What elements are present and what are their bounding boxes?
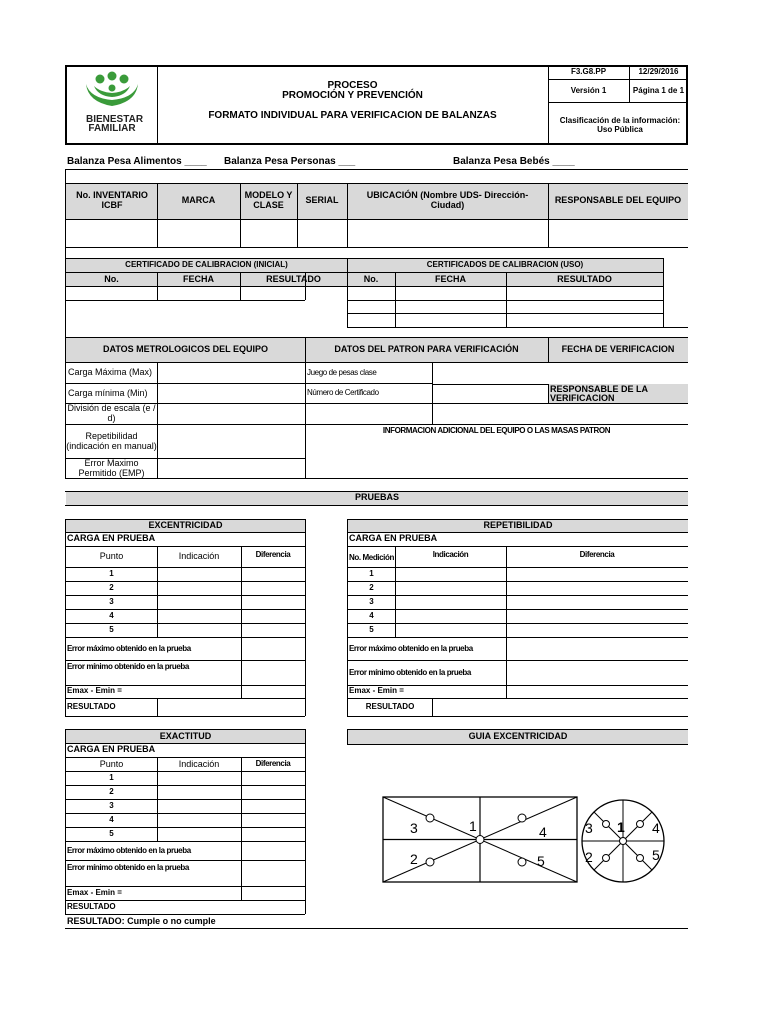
division-label: División de escala (e / d) (67, 403, 156, 423)
col-serial: SERIAL (305, 195, 339, 206)
exc-diferencia-header: Diferencia (255, 549, 291, 559)
balance-personas: Balanza Pesa Personas ___ (224, 156, 356, 167)
rep-point-4: 4 (369, 611, 374, 621)
cal-use-resultado: RESULTADO (557, 273, 612, 284)
fecha-verificacion-header: FECHA DE VERIFICACION (561, 344, 675, 355)
form-title: FORMATO INDIVIDUAL PARA VERIFICACION DE BALANZAS (208, 109, 497, 121)
exa-punto-header: Punto (99, 758, 124, 769)
rectangular-eccentricity-diagram (382, 796, 578, 883)
rep-point-3: 3 (369, 597, 374, 607)
exa-diferencia-header: Diferencia (255, 759, 291, 769)
rep-point-2: 2 (369, 583, 374, 593)
col-marca: MARCA (181, 195, 216, 206)
form-code: F3.G8.PP (570, 67, 607, 77)
exa-indicacion-header: Indicación (178, 758, 220, 769)
exactitud-title: EXACTITUD (159, 730, 212, 741)
pruebas-title: PRUEBAS (354, 492, 399, 503)
circular-eccentricity-diagram (580, 798, 666, 884)
cal-initial-fecha: FECHA (183, 273, 214, 284)
resultado-note: RESULTADO: Cumple o no cumple (67, 915, 216, 926)
rect-label-1: 1 (469, 818, 477, 834)
logo (74, 70, 150, 138)
carga-max-label: Carga Máxima (Max) (68, 367, 153, 378)
exc-indicacion-header: Indicación (178, 551, 220, 562)
rect-label-3: 3 (410, 820, 418, 836)
exc-emax-emin-label: Emax - Emin = (67, 686, 122, 696)
guia-title: GUIA EXCENTRICIDAD (468, 731, 568, 742)
balance-alimentos: Balanza Pesa Alimentos ____ (67, 156, 207, 167)
rep-no-medicion-header: No. Medición (349, 552, 394, 562)
repetibilidad-title: REPETIBILIDAD (483, 519, 553, 530)
process-label: PROCESO (327, 80, 378, 91)
exc-point-4: 4 (109, 611, 114, 621)
cal-initial-title: CERTIFICADO DE CALIBRACION (INICIAL) (125, 260, 288, 270)
exa-point-4: 4 (109, 815, 114, 825)
datos-equipo-header: DATOS METROLOGICOS DEL EQUIPO (102, 344, 268, 355)
rep-error-max-label: Error máximo obtenido en la prueba (349, 643, 473, 653)
col-inventario: No. INVENTARIO ICBF (76, 190, 148, 210)
form-page: Página 1 de 1 (632, 85, 685, 95)
rect-label-5: 5 (537, 853, 545, 869)
rep-point-5: 5 (369, 625, 374, 635)
rect-label-2: 2 (410, 851, 418, 867)
exc-punto-header: Punto (99, 551, 124, 562)
classification: Clasificación de la información: Uso Pública (559, 116, 681, 134)
excentricidad-title: EXCENTRICIDAD (148, 519, 223, 530)
rep-error-min-label: Error mínimo obtenido en la prueba (349, 667, 471, 677)
form-version: Versión 1 (570, 85, 607, 95)
exc-error-min-label: Error mínimo obtenido en la prueba (67, 661, 189, 671)
cal-use-title: CERTIFICADOS DE CALIBRACION (USO) (426, 260, 584, 270)
process-name: PROMOCIÓN Y PREVENCIÓN (282, 90, 423, 101)
circle-label-4: 4 (652, 820, 660, 836)
carga-min-label: Carga mínima (Min) (68, 387, 148, 398)
exc-carga-label: CARGA EN PRUEBA (67, 533, 156, 544)
col-responsable: RESPONSABLE DEL EQUIPO (554, 195, 682, 206)
exa-emax-emin-label: Emax - Emin = (67, 888, 122, 898)
responsable-verificacion-label: RESPONSABLE DE LA VERIFICACION (550, 383, 648, 403)
rep-carga-label: CARGA EN PRUEBA (349, 533, 438, 544)
col-ubicacion: UBICACIÓN (Nombre UDS- Dirección- Ciudad) (366, 190, 529, 210)
exa-point-2: 2 (109, 787, 114, 797)
juego-pesas-label: Juego de pesas clase (307, 367, 377, 377)
info-adicional-label: INFORMACION ADICIONAL DEL EQUIPO O LAS MASAS PATRON (382, 426, 611, 436)
cal-initial-no: No. (104, 273, 119, 284)
circle-label-2: 2 (585, 849, 593, 865)
rep-resultado-label: RESULTADO (365, 702, 415, 712)
rep-point-1: 1 (369, 569, 374, 579)
cal-use-no: No. (363, 273, 379, 284)
exa-error-max-label: Error máximo obtenido en la prueba (67, 845, 191, 855)
exc-resultado-label: RESULTADO (67, 702, 116, 712)
circle-label-5: 5 (652, 847, 660, 863)
exc-error-max-label: Error máximo obtenido en la prueba (67, 643, 191, 653)
logo-text: BIENESTAR FAMILIAR (86, 114, 144, 134)
exa-resultado-label: RESULTADO (67, 902, 116, 912)
rep-emax-emin-label: Emax - Emin = (349, 686, 404, 696)
circle-label-3: 3 (585, 820, 593, 836)
rep-indicacion-header: Indicación (432, 549, 469, 559)
datos-patron-header: DATOS DEL PATRON PARA VERIFICACIÓN (334, 344, 519, 355)
col-modelo: MODELO Y CLASE (244, 190, 293, 210)
circle-label-1: 1 (617, 819, 625, 835)
family-logo-icon (74, 70, 150, 110)
cal-initial-resultado: RESULTADO (266, 273, 321, 284)
error-max-label: Error Maximo Permitido (EMP) (78, 457, 145, 478)
repetibilidad-label: Repetibilidad (indicación en manual) (66, 430, 157, 451)
exa-carga-label: CARGA EN PRUEBA (67, 744, 156, 755)
cal-use-fecha: FECHA (435, 273, 466, 284)
balance-bebes: Balanza Pesa Bebés ____ (453, 156, 575, 167)
exc-point-2: 2 (109, 583, 114, 593)
form-date: 12/29/2016 (638, 67, 679, 77)
exc-point-1: 1 (109, 569, 114, 579)
exc-point-3: 3 (109, 597, 114, 607)
exc-point-5: 5 (109, 625, 114, 635)
exa-point-1: 1 (109, 773, 114, 783)
exa-point-3: 3 (109, 801, 114, 811)
exa-point-5: 5 (109, 829, 114, 839)
rep-diferencia-header: Diferencia (579, 549, 615, 559)
numero-cert-label: Número de Certificado (307, 388, 379, 398)
rect-label-4: 4 (539, 824, 547, 840)
exa-error-min-label: Error mínimo obtenido en la prueba (67, 862, 189, 872)
